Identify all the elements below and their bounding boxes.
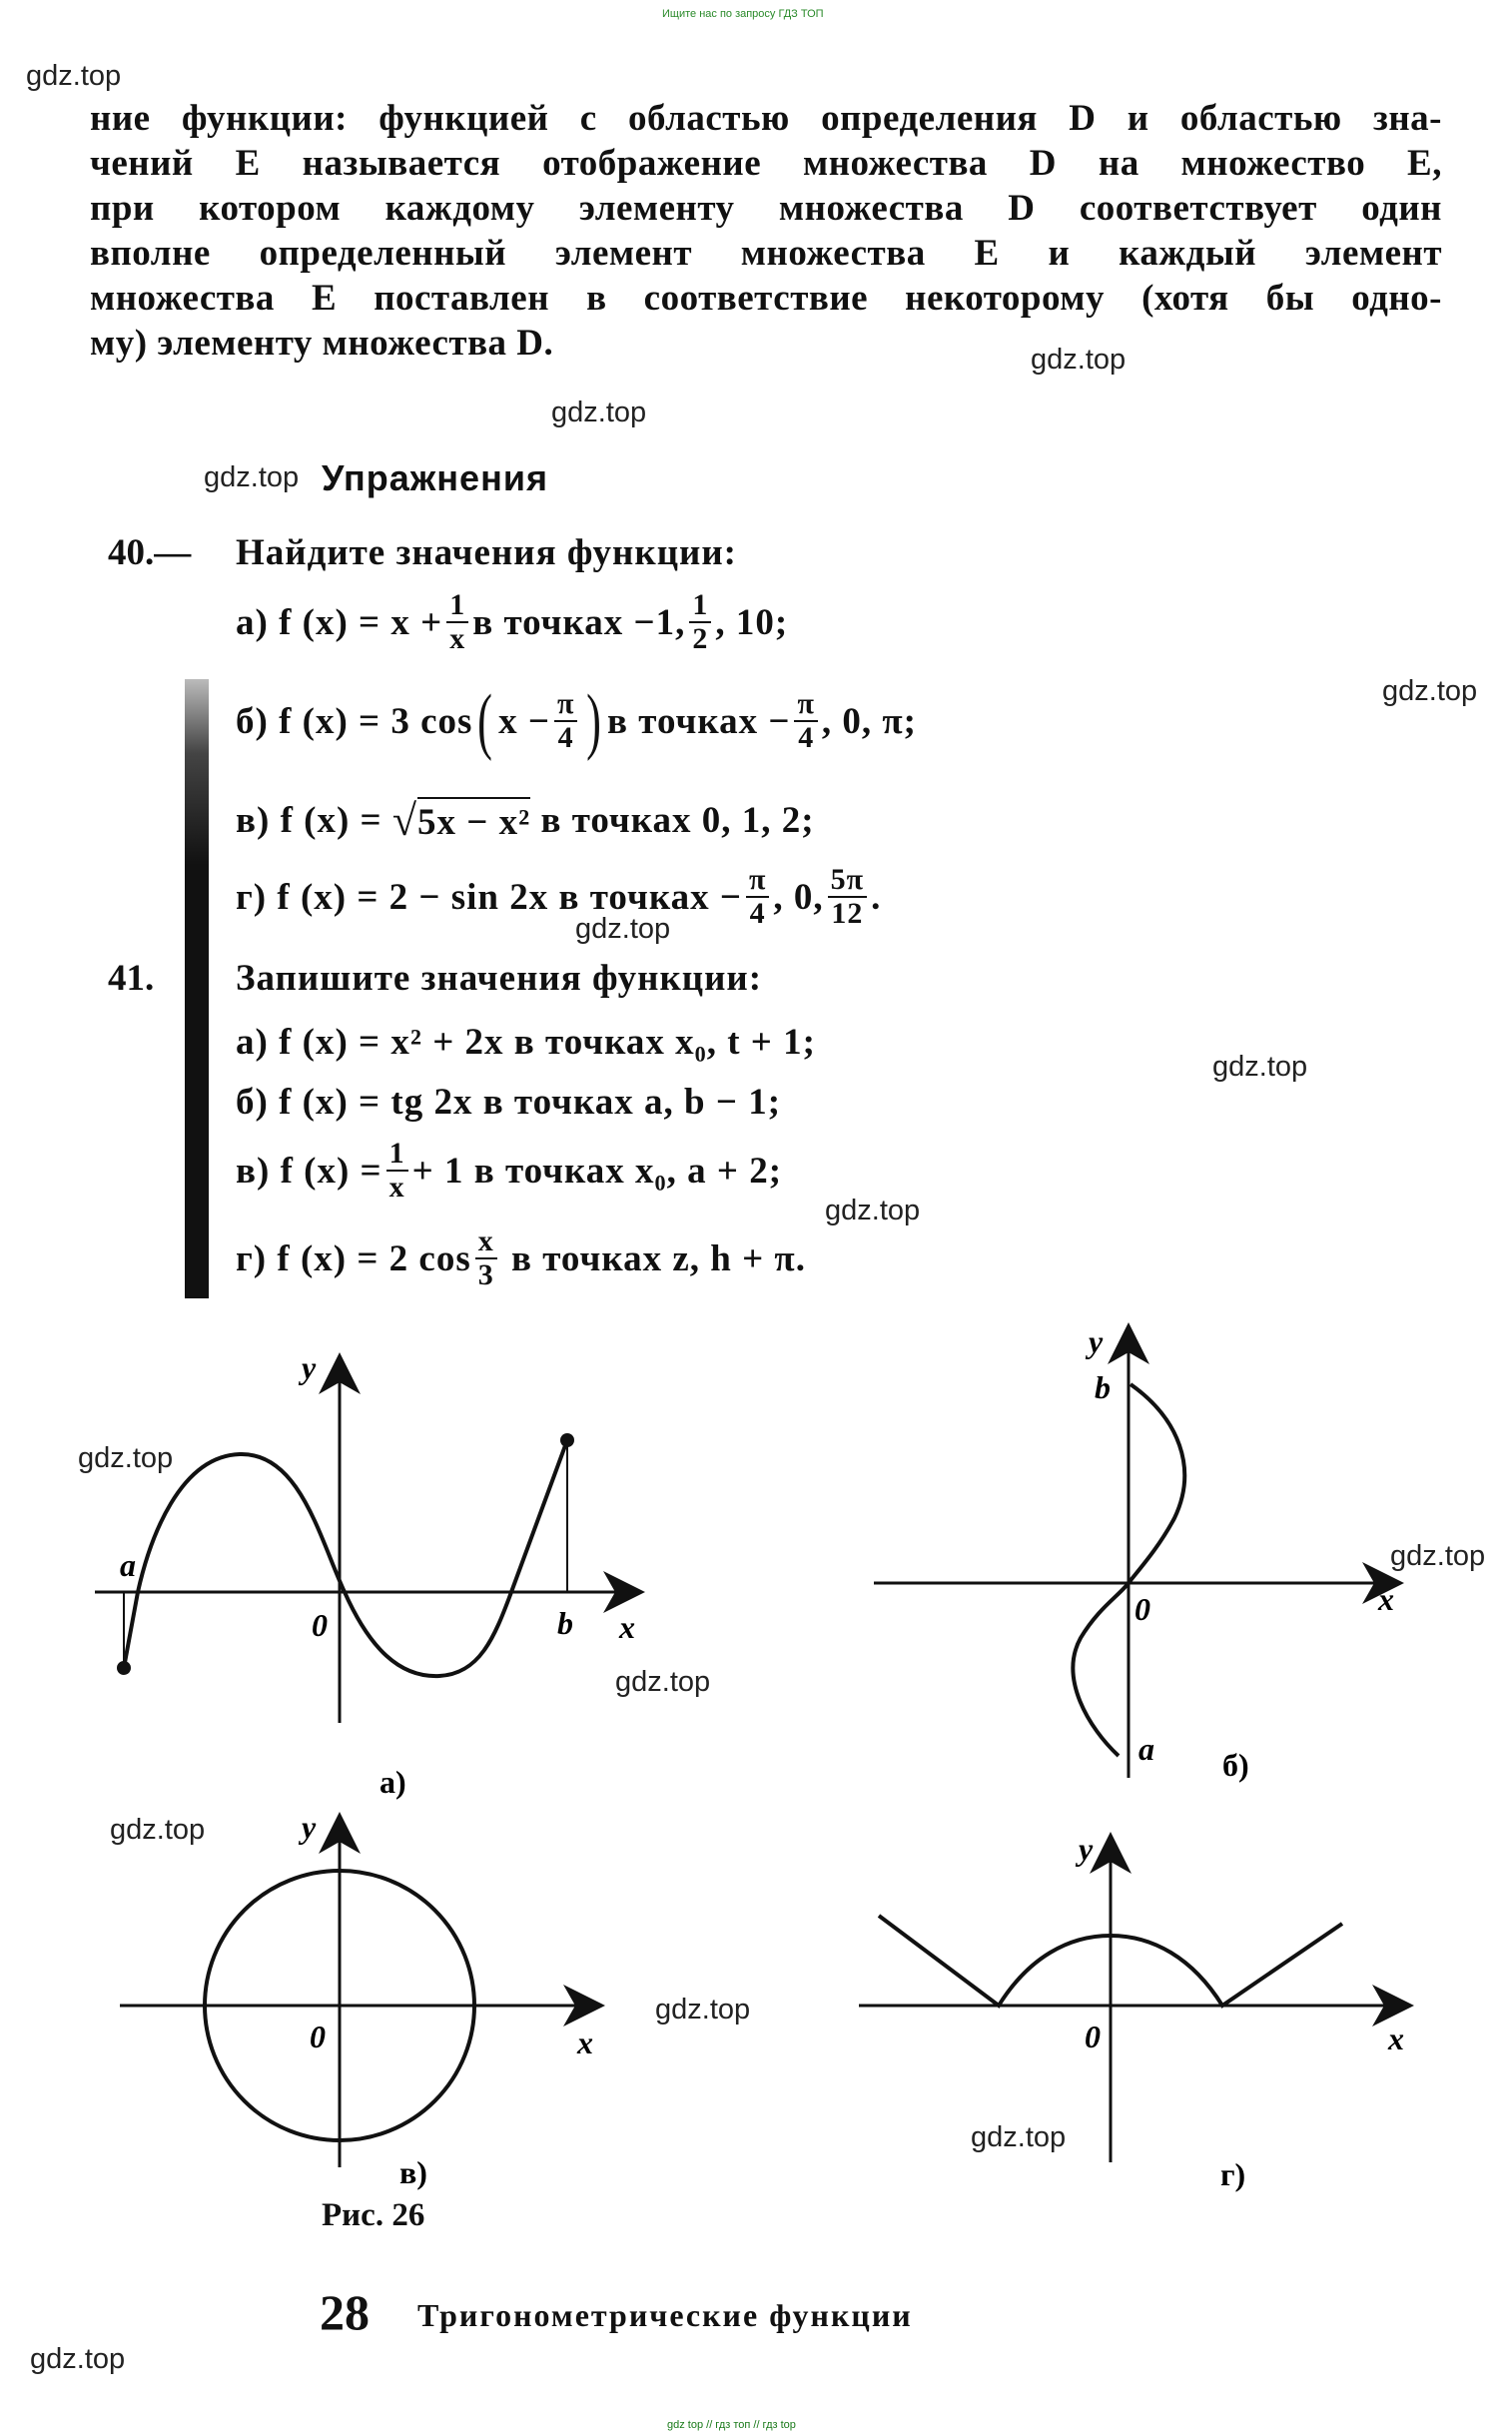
formula: f (x) = 2 cos xyxy=(277,1237,471,1279)
x-label: x xyxy=(1388,2021,1404,2056)
numerator: π xyxy=(554,688,577,722)
endpoint xyxy=(117,1661,131,1675)
bottom-banner: gdz top // гдз топ // гдз top xyxy=(667,2419,796,2431)
y-label: y xyxy=(302,1349,317,1385)
points-mid: , 0, xyxy=(773,876,824,918)
denominator: 4 xyxy=(749,897,766,930)
watermark: gdz.top xyxy=(1382,675,1478,707)
b-label: b xyxy=(557,1605,573,1641)
right-paren: ) xyxy=(586,680,602,762)
formula: f (x) = 2 − sin 2x в точках − xyxy=(277,876,742,918)
numerator: π xyxy=(794,688,817,722)
formula: f (x) = xyxy=(280,1150,382,1192)
points-tail: , 0, π; xyxy=(821,700,917,742)
exercise-40-c xyxy=(236,795,815,845)
paragraph-line: вполне определенный элемент множества E и каждый элемент xyxy=(90,233,1442,274)
watermark: gdz.top xyxy=(551,397,647,428)
item-label: г) xyxy=(236,876,268,918)
exercise-40-a xyxy=(236,587,788,657)
exercise-40-task: Найдите значения функции: xyxy=(236,532,737,573)
item-label: а) xyxy=(236,1021,269,1063)
denominator: 4 xyxy=(557,721,574,754)
figure-a xyxy=(80,1338,679,1808)
item-tail: в точках z, h + π. xyxy=(511,1237,806,1279)
exercise-41-task: Запишите значения функции: xyxy=(236,958,763,999)
numerator: π xyxy=(746,864,769,898)
paragraph-line: множества E поставлен в соответствие некоторому (хотя бы одно- xyxy=(90,278,1442,319)
watermark: gdz.top xyxy=(110,1814,206,1846)
formula: f (x) = x + xyxy=(279,601,443,643)
exercise-40-d xyxy=(236,859,881,935)
watermark: gdz.top xyxy=(1390,1540,1486,1572)
fraction xyxy=(794,688,817,754)
watermark: gdz.top xyxy=(971,2121,1067,2153)
running-title: Тригонометрические функции xyxy=(417,2297,913,2333)
points-tail: . xyxy=(871,876,882,918)
margin-bar xyxy=(185,679,209,1298)
watermark: gdz.top xyxy=(26,60,122,92)
fraction xyxy=(386,1138,408,1204)
exercise-41-c xyxy=(236,1133,782,1209)
origin-label: 0 xyxy=(1085,2019,1101,2054)
figure-b xyxy=(859,1308,1418,1808)
denominator: x xyxy=(388,1171,405,1204)
endpoint xyxy=(560,1433,574,1447)
paragraph-line: при котором каждому элементу множества D соответствует один xyxy=(90,188,1442,229)
points-text: в точках − xyxy=(607,700,791,742)
denominator: 2 xyxy=(692,622,709,655)
exercise-40-number: 40.— xyxy=(108,532,192,573)
a-label: a xyxy=(1138,1731,1154,1767)
watermark: gdz.top xyxy=(825,1195,921,1226)
numerator: x xyxy=(475,1225,497,1259)
paragraph-line: му) элементу множества D. xyxy=(90,323,554,364)
watermark: gdz.top xyxy=(1031,344,1127,376)
item-label: а) xyxy=(236,601,269,643)
formula: f (x) = xyxy=(280,799,382,841)
item-tail: + 1 в точках x₀, a + 2; xyxy=(411,1150,783,1192)
watermark: gdz.top xyxy=(655,1994,751,2026)
y-label: y xyxy=(302,1809,317,1845)
exercise-40-b xyxy=(236,681,917,761)
exercise-41-b xyxy=(236,1079,781,1125)
item-label: б) xyxy=(236,700,269,742)
fraction xyxy=(828,864,867,930)
x-label: x xyxy=(1378,1581,1394,1617)
top-banner: Ищите нас по запросу ГДЗ ТОП xyxy=(662,8,824,20)
fraction xyxy=(554,688,577,754)
item-text: f (x) = tg 2x в точках a, b − 1; xyxy=(279,1081,782,1123)
formula: f (x) = 3 cos xyxy=(279,700,473,742)
fraction xyxy=(446,589,468,655)
watermark: gdz.top xyxy=(204,461,300,493)
fraction xyxy=(746,864,769,930)
page-number: 28 xyxy=(320,2284,370,2340)
watermark: gdz.top xyxy=(615,1666,711,1698)
definition-paragraph xyxy=(90,96,1442,366)
item-text: f (x) = x² + 2x в точках x₀, t + 1; xyxy=(279,1021,816,1063)
sqrt-icon: √ xyxy=(391,795,418,845)
watermark: gdz.top xyxy=(575,913,671,945)
x-label: x xyxy=(577,2025,593,2060)
numerator: 1 xyxy=(689,589,711,623)
figure-label: Рис. 26 xyxy=(322,2197,425,2233)
denominator: 12 xyxy=(831,897,864,930)
points-tail: , 10; xyxy=(715,601,789,643)
curve xyxy=(124,1440,567,1676)
radicand: 5x − x² xyxy=(417,797,530,844)
figure-caption: в) xyxy=(399,2154,427,2190)
figure-caption: г) xyxy=(1220,2156,1246,2192)
figure-caption: б) xyxy=(1222,1747,1249,1783)
x-label: x xyxy=(619,1609,635,1645)
origin-label: 0 xyxy=(310,2019,326,2054)
figure-c xyxy=(100,1798,639,2197)
figure-d xyxy=(849,1818,1428,2197)
exercise-41-a xyxy=(236,1019,816,1065)
watermark: gdz.top xyxy=(78,1442,174,1474)
item-label: г) xyxy=(236,1237,268,1279)
fraction xyxy=(689,589,711,655)
exercise-41-d xyxy=(236,1220,806,1296)
paragraph-line: чений E называется отображение множества D на множество E, xyxy=(90,143,1442,184)
inner-expr: x − xyxy=(498,700,550,742)
figure-caption: а) xyxy=(379,1764,406,1800)
denominator: x xyxy=(449,622,466,655)
a-label: a xyxy=(120,1547,136,1583)
fraction xyxy=(475,1225,497,1291)
denominator: 3 xyxy=(477,1258,494,1291)
y-label: y xyxy=(1089,1323,1104,1359)
item-label: в) xyxy=(236,799,271,841)
item-label: в) xyxy=(236,1150,271,1192)
numerator: 5π xyxy=(828,864,867,898)
origin-label: 0 xyxy=(312,1607,328,1643)
points-text: в точках 0, 1, 2; xyxy=(540,799,815,841)
paragraph-line: ние функции: функцией с областью определения D и областью зна- xyxy=(90,98,1442,139)
left-paren: ( xyxy=(477,680,493,762)
numerator: 1 xyxy=(386,1138,408,1172)
origin-label: 0 xyxy=(1134,1591,1150,1627)
b-label: b xyxy=(1095,1369,1111,1405)
points-text: в точках −1, xyxy=(472,601,686,643)
watermark: gdz.top xyxy=(1212,1051,1308,1083)
exercise-41-number: 41. xyxy=(108,958,155,999)
section-heading: Упражнения xyxy=(322,457,548,498)
item-label: б) xyxy=(236,1081,269,1123)
watermark: gdz.top xyxy=(30,2343,126,2375)
denominator: 4 xyxy=(798,721,815,754)
y-label: y xyxy=(1079,1831,1094,1867)
numerator: 1 xyxy=(446,589,468,623)
